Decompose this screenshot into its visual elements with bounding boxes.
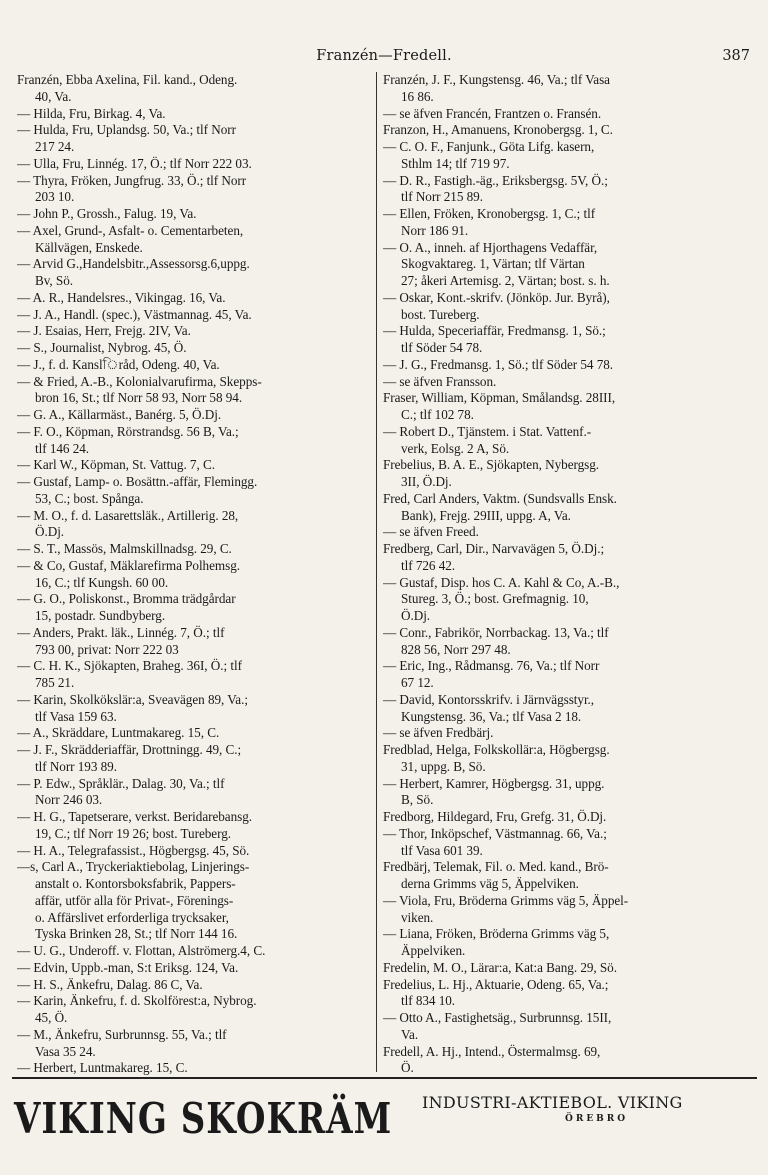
directory-line: — C. H. K., Sjökapten, Braheg. 36I, Ö.; tlf xyxy=(17,658,242,674)
directory-line: Fredell, A. Hj., Intend., Östermalmsg. 69, xyxy=(383,1043,601,1059)
directory-line: 16, C.; tlf Kungsh. 60 00. xyxy=(35,574,169,590)
directory-line: — Liana, Fröken, Bröderna Grimms väg 5, xyxy=(383,926,610,942)
directory-line: affär, utför alla för Privat-, Förenings- xyxy=(35,892,234,908)
directory-line: — Karin, Änkefru, f. d. Skolförest:a, Nybrog. xyxy=(17,993,257,1009)
directory-line: tlf Vasa 159 63. xyxy=(35,708,117,724)
directory-line: Norr 246 03. xyxy=(35,792,103,808)
directory-line: Franzén, Ebba Axelina, Fil. kand., Odeng. xyxy=(17,72,238,87)
directory-line: Fredelius, L. Hj., Aktuarie, Odeng. 65, Va.; xyxy=(383,976,609,992)
directory-line: Va. xyxy=(401,1026,419,1042)
directory-line: Norr 186 91. xyxy=(401,222,469,238)
directory-line: — F. O., Köpman, Rörstrandsg. 56 B, Va.; xyxy=(17,423,239,439)
directory-line: Sthlm 14; tlf 719 97. xyxy=(401,155,510,171)
directory-line: — J. Esaias, Herr, Frejg. 2IV, Va. xyxy=(17,323,191,339)
directory-line: Tyska Brinken 28, St.; tlf Norr 144 16. xyxy=(35,926,238,942)
directory-line: — se äfven Fransson. xyxy=(383,373,497,389)
directory-line: Franzén, J. F., Kungstensg. 46, Va.; tlf Vasa xyxy=(383,72,610,87)
directory-line: — G. A., Källarmäst., Banérg. 5, Ö.Dj. xyxy=(17,407,222,422)
directory-line: — Karl W., Köpman, St. Vattug. 7, C. xyxy=(17,457,215,473)
directory-line: — J. A., Handl. (spec.), Västmannag. 45, Va. xyxy=(17,306,252,322)
directory-line: 53, C.; bost. Spånga. xyxy=(35,490,144,506)
directory-line: bron 16, St.; tlf Norr 58 93, Norr 58 94. xyxy=(35,390,243,406)
directory-line: B, Sö. xyxy=(401,792,434,808)
directory-line: — Hulda, Speceriaffär, Fredmansg. 1, Sö.; xyxy=(383,323,606,339)
directory-line: — Thor, Inköpschef, Västmannag. 66, Va.; xyxy=(383,825,607,841)
directory-line: Franzon, H., Amanuens, Kronobergsg. 1, C. xyxy=(383,122,613,138)
directory-line: anstalt o. Kontorsboksfabrik, Pappers- xyxy=(35,876,236,891)
directory-line: Vasa 35 24. xyxy=(35,1043,96,1059)
directory-line: — J. F., Skrädderiaffär, Drottningg. 49, C.; xyxy=(17,742,242,757)
directory-line: 45, Ö. xyxy=(35,1010,68,1025)
directory-line: — Hulda, Fru, Uplandsg. 50, Va.; tlf Norr xyxy=(17,122,236,138)
right-column xyxy=(383,72,745,1077)
directory-line: Skogvaktareg. 1, Värtan; tlf Värtan xyxy=(401,256,585,272)
directory-line: Ö.Dj. xyxy=(401,608,431,623)
page-number: 387 xyxy=(722,48,750,64)
directory-line: — M. O., f. d. Lasarettsläk., Artillerig. 28, xyxy=(17,507,239,523)
directory-line: tlf Norr 193 89. xyxy=(35,758,117,774)
directory-line: —s, Carl A., Tryckeriaktiebolag, Linjerings- xyxy=(17,859,250,875)
directory-line: 15, postadr. Sundbyberg. xyxy=(35,608,166,623)
directory-line: Bv, Sö. xyxy=(35,273,74,288)
directory-line: — Hilda, Fru, Birkag. 4, Va. xyxy=(17,105,166,121)
directory-line: — P. Edw., Språklär., Dalag. 30, Va.; tlf xyxy=(17,775,225,791)
directory-line: — se äfven Fredbärj. xyxy=(383,725,494,741)
directory-line: — O. A., inneh. af Hjorthagens Vedaffär, xyxy=(383,239,598,255)
directory-line: — Conr., Fabrikör, Norrbackag. 13, Va.; tlf xyxy=(383,624,609,640)
directory-line: 3II, Ö.Dj. xyxy=(401,474,452,489)
directory-line: — Gustaf, Disp. hos C. A. Kahl & Co, A.-B., xyxy=(383,574,620,590)
directory-line: Frebelius, B. A. E., Sjökapten, Nybergsg. xyxy=(383,457,600,473)
page-header xyxy=(0,48,768,68)
directory-line: 828 56, Norr 297 48. xyxy=(401,641,511,657)
directory-line: — Eric, Ing., Rådmansg. 76, Va.; tlf Norr xyxy=(383,658,600,674)
directory-line: o. Affärslivet erforderliga trycksaker, xyxy=(35,909,229,925)
directory-line: 19, C.; tlf Norr 19 26; bost. Tureberg. xyxy=(35,825,231,841)
directory-line: 785 21. xyxy=(35,675,75,690)
directory-line: tlf 834 10. xyxy=(401,993,456,1009)
directory-line: Fraser, William, Köpman, Smålandsg. 28III, xyxy=(383,390,616,406)
directory-line: 40, Va. xyxy=(35,88,72,104)
directory-line: C.; tlf 102 78. xyxy=(401,407,474,422)
directory-line: tlf 726 42. xyxy=(401,557,456,573)
directory-line: — J., f. d. Kanslিråd, Odeng. 40, Va. xyxy=(17,356,220,372)
ad-brand: VIKING SKOKRÄM xyxy=(14,1094,393,1144)
ad-company: INDUSTRI-AKTIEBOL. VIKING xyxy=(422,1093,683,1112)
directory-line: — se äfven Francén, Frantzen o. Fransén. xyxy=(383,105,602,121)
directory-line: — Robert D., Tjänstem. i Stat. Vattenf.- xyxy=(383,423,592,439)
directory-line: — Arvid G.,Handelsbitr.,Assessorsg.6,uppg. xyxy=(17,256,250,272)
directory-line: — D. R., Fastigh.-äg., Eriksbergsg. 5V, Ö.; xyxy=(383,172,608,188)
directory-line: — John P., Grossh., Falug. 19, Va. xyxy=(17,206,197,221)
directory-line: — & Fried, A.-B., Kolonialvarufirma, Skepps- xyxy=(17,373,262,389)
directory-line: Ö. xyxy=(401,1060,414,1076)
directory-line: — H. A., Telegrafassist., Högbergsg. 45, Sö. xyxy=(17,842,250,858)
directory-line: Fredborg, Hildegard, Fru, Grefg. 31, Ö.Dj. xyxy=(383,809,607,824)
directory-line: tlf Vasa 601 39. xyxy=(401,842,483,858)
directory-line: 31, uppg. B, Sö. xyxy=(401,758,486,774)
directory-line: — Edvin, Uppb.-man, S:t Eriksg. 124, Va. xyxy=(17,959,239,975)
directory-line: tlf Norr 215 89. xyxy=(401,189,483,205)
directory-line: 217 24. xyxy=(35,139,75,154)
directory-line: — Viola, Fru, Bröderna Grimms väg 5, Äppel- xyxy=(383,892,629,908)
directory-line: Fredbärj, Telemak, Fil. o. Med. kand., Brö- xyxy=(383,859,609,875)
directory-line: 16 86. xyxy=(401,88,434,104)
directory-line: — Ulla, Fru, Linnég. 17, Ö.; tlf Norr 222 03. xyxy=(17,155,252,171)
directory-line: — J. G., Fredmansg. 1, Sö.; tlf Söder 54 78. xyxy=(383,356,614,372)
directory-line: — G. O., Poliskonst., Bromma trädgårdar xyxy=(17,591,236,607)
directory-line: tlf 146 24. xyxy=(35,440,90,456)
directory-line: — Anders, Prakt. läk., Linnég. 7, Ö.; tlf xyxy=(17,624,225,640)
directory-line: Äppelviken. xyxy=(401,943,466,958)
directory-line: — U. G., Underoff. v. Flottan, Alströmerg.4, C. xyxy=(17,943,266,958)
running-title: Franzén—Fredell. xyxy=(316,48,452,64)
directory-line: Fredelin, M. O., Lärar:a, Kat:a Bang. 29, Sö. xyxy=(383,959,617,975)
directory-line: Kungstensg. 36, Va.; tlf Vasa 2 18. xyxy=(401,708,582,724)
directory-line: bost. Tureberg. xyxy=(401,306,480,322)
directory-line: — A., Skräddare, Luntmakareg. 15, C. xyxy=(17,725,220,741)
directory-line: — A. R., Handelsres., Vikingag. 16, Va. xyxy=(17,289,226,305)
directory-line: — Axel, Grund-, Asfalt- o. Cementarbeten, xyxy=(17,222,244,238)
directory-line: verk, Eolsg. 2 A, Sö. xyxy=(401,440,510,456)
directory-line: — Karin, Skolkökslär:a, Sveavägen 89, Va.; xyxy=(17,691,248,707)
ad-city: ÖREBRO xyxy=(565,1114,629,1124)
directory-line: 793 00, privat: Norr 222 03 xyxy=(35,641,179,657)
directory-line: — Herbert, Luntmakareg. 15, C. xyxy=(17,1060,188,1076)
directory-line: — C. O. F., Fanjunk., Göta Lifg. kasern, xyxy=(383,139,595,154)
directory-line: — M., Änkefru, Surbrunnsg. 55, Va.; tlf xyxy=(17,1026,227,1042)
directory-line: 27; åkeri Artemisg. 2, Värtan; bost. s. h. xyxy=(401,273,610,288)
directory-line: 67 12. xyxy=(401,675,434,690)
directory-line: Ö.Dj. xyxy=(35,524,65,540)
directory-line: 203 10. xyxy=(35,189,75,205)
directory-line: — Otto A., Fastighetsäg., Surbrunnsg. 15II, xyxy=(383,1010,612,1025)
directory-line: — Ellen, Fröken, Kronobergsg. 1, C.; tlf xyxy=(383,206,596,221)
directory-line: Fredblad, Helga, Folkskollär:a, Högbergsg. xyxy=(383,742,610,757)
directory-line: — S., Journalist, Nybrog. 45, Ö. xyxy=(17,340,187,355)
directory-line: tlf Söder 54 78. xyxy=(401,340,483,355)
directory-line: — Herbert, Kamrer, Högbergsg. 31, uppg. xyxy=(383,775,605,791)
directory-line: Fredberg, Carl, Dir., Narvavägen 5, Ö.Dj.; xyxy=(383,541,605,556)
directory-line: Bank), Frejg. 29III, uppg. A, Va. xyxy=(401,507,571,523)
directory-line: viken. xyxy=(401,909,434,925)
footer-rule xyxy=(12,1077,757,1079)
directory-line: derna Grimms väg 5, Äppelviken. xyxy=(401,876,579,891)
directory-line: Fred, Carl Anders, Vaktm. (Sundsvalls Ensk. xyxy=(383,490,617,506)
directory-line: — H. S., Änkefru, Dalag. 86 C, Va. xyxy=(17,976,203,992)
directory-line: — Gustaf, Lamp- o. Bosättn.-affär, Flemingg. xyxy=(17,474,258,489)
directory-line: Stureg. 3, Ö.; bost. Grefmagnig. 10, xyxy=(401,591,589,607)
directory-line: — Oskar, Kont.-skrifv. (Jönköp. Jur. Byrå), xyxy=(383,289,610,305)
directory-line: — & Co, Gustaf, Mäklarefirma Polhemsg. xyxy=(17,557,240,573)
directory-line: — S. T., Massös, Malmskillnadsg. 29, C. xyxy=(17,541,232,556)
left-column xyxy=(17,72,369,1077)
directory-line: — se äfven Freed. xyxy=(383,524,479,540)
directory-line: — David, Kontorsskrifv. i Järnvägsstyr., xyxy=(383,691,595,707)
column-divider xyxy=(376,72,377,1072)
directory-line: — Thyra, Fröken, Jungfrug. 33, Ö.; tlf Norr xyxy=(17,172,247,188)
directory-line: Källvägen, Enskede. xyxy=(35,239,143,255)
directory-line: — H. G., Tapetserare, verkst. Beridarebansg. xyxy=(17,809,253,824)
